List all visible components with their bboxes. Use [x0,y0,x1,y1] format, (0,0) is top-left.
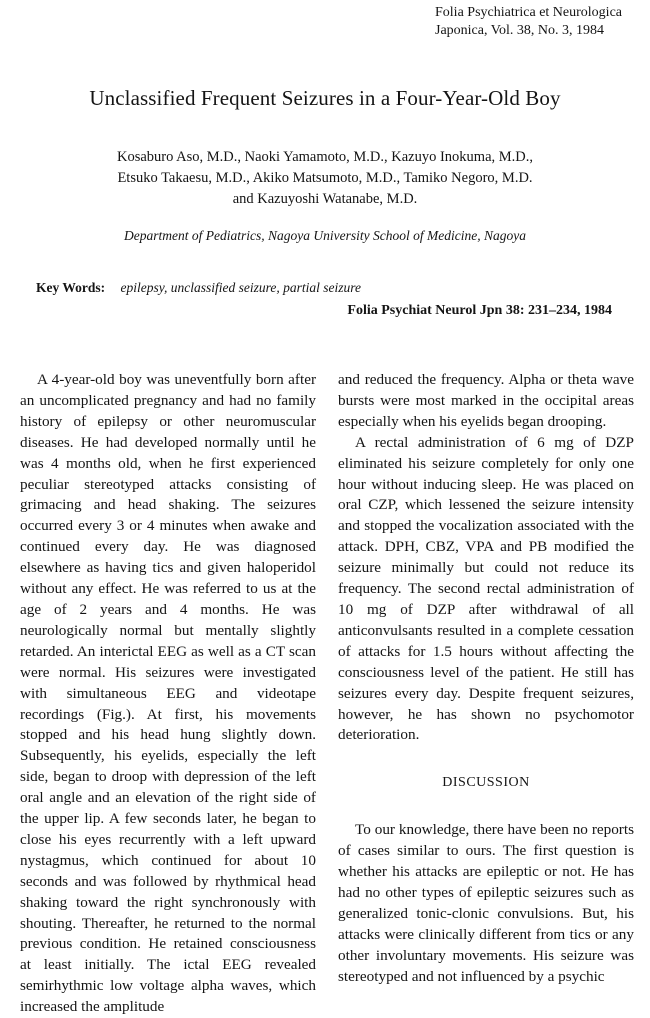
body-paragraph: and reduced the frequency. Alpha or theta wave bursts were most marked in the occipital areas especially when his eyelids began drooping. [338,371,634,430]
body-paragraph: A rectal administration of 6 mg of DZP eliminated his seizure completely for only one hour without inducing sleep. He was placed on oral CZP, which lessened the seizure intensity and stopped the vocalization associated with the attack. DPH, CBZ, VPA and PB modified the seizure minimally but could not reduce its frequency. The second rectal administration of 10 mg of DZP after withdrawal of all anticonvulsants resulted in a complete cessation of attacks for 1.5 hours without affecting the consciousness level of the patient. He still has seizures every day. Despite frequent seizures, however, he has shown no psychomotor deterioration. [338,433,634,744]
journal-volume: Japonica, Vol. 38, No. 3, 1984 [435,23,605,38]
keywords [36,280,361,296]
section-heading: DISCUSSION [442,775,530,791]
body-paragraph: To our knowledge, there have been no reports of cases similar to ours. The first question is whether his attacks are epileptic or not. He has had no other types of epileptic seizures such as generalized tonic-clonic convulsions. But, his attacks were clinically different from tics or any other involuntary movements. His seizure was stereotyped and not influenced by a psychic [338,821,634,985]
citation: Folia Psychiat Neurol Jpn 38: 231–234, 1984 [347,303,612,318]
body-paragraph: A 4-year-old boy was uneventfully born after an uncomplicated pregnancy and had no family history of epilepsy or other neuromuscular diseases. He had developed normally until he was 4 months old, when he first experienced peculiar stereotyped attacks consisting of grimacing and head shaking. The seizures occurred every 3 or 4 minutes when awake and continued every day. He was diagnosed elsewhere as having tics and given haloperidol without any effect. He was referred to us at the age of 2 years and 4 months. He was neurologically normal but mentally slightly retarded. An interictal EEG as well as a CT scan were normal. His seizures were investigated with simultaneous EEG and videotape recordings (Fig.). At first, his movements stopped and his head hung slightly down. Subsequently, his eyelids, especially the left side, began to droop with depression of the left oral angle and an elevation of the right side of the upper lip. A few seconds later, he began to close his eyes recurrently with a left upward nystagmus, which continued for about 10 seconds and was followed by rhythmical head shaking toward the right synchronously with shouting. Thereafter, he returned to the normal previous condition. He retained consciousness at least initially. The ictal EEG revealed semirhythmic low voltage alpha waves, which increased the amplitude [20,371,316,1016]
paper-title: Unclassified Frequent Seizures in a Four-Year-Old Boy [89,86,561,110]
keywords-label: Key Words: [36,280,106,295]
body-column-left [20,370,316,1018]
author-list [0,147,650,210]
affiliation: Department of Pediatrics, Nagoya University School of Medicine, Nagoya [124,228,526,243]
body-column-right [338,370,634,987]
author-line: Etsuko Takaesu, M.D., Akiko Matsumoto, M.D., Tamiko Negoro, M.D. [117,170,533,186]
author-line: Kosaburo Aso, M.D., Naoki Yamamoto, M.D., Kazuyo Inokuma, M.D., [116,149,534,165]
keywords-values: epilepsy, unclassified seizure, partial seizure [120,280,361,295]
author-line: and Kazuyoshi Watanabe, M.D. [232,191,418,207]
journal-name: Folia Psychiatrica et Neurologica [435,5,622,20]
journal-header [435,4,622,40]
